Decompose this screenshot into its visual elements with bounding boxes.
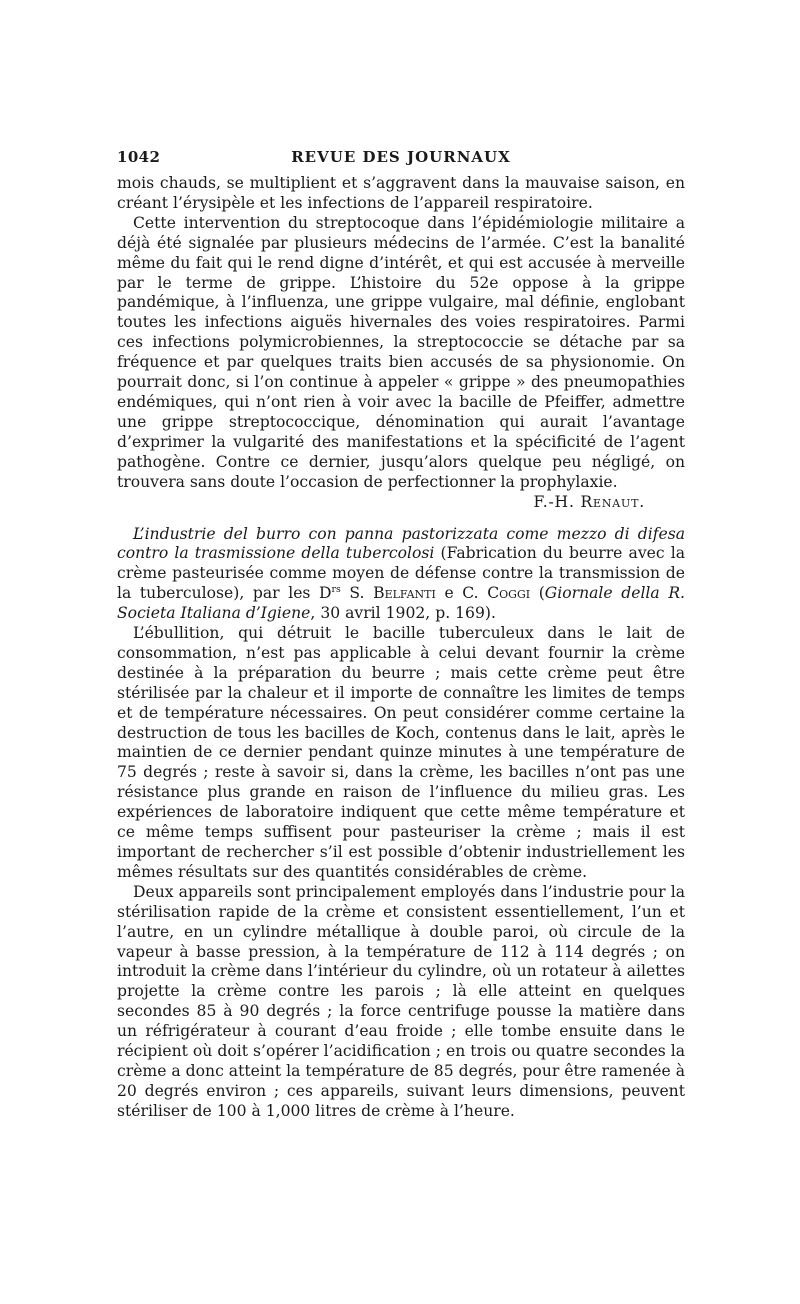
- paragraph-appareils: Deux appareils sont principalement employés dans l’industrie pour la stérilisation rapide de la crème et consistent essentiellement, l’un et l’autre, en un cylindre métallique à double paroi, où circule de la vapeur à basse pression, à la température de 112 à 114 degrés ; on introduit la crème dans l’intérieur du cylindre, où un rotateur à ailettes projette la crème contre les parois ; là elle atteint en quelques secondes 85 à 90 degrés ; la force centrifuge pousse la matière dans un réfrigérateur à courant d’eau froide ; elle tombe ensuite dans le récipient où doit s’opérer l’acidification ; en trois ou quatre secondes la crème a donc atteint la température de 85 degrés, pour être ramenée à 20 degrés environ ; ces appareils, suivant leurs dimensions, peuvent stériliser de 100 à 1,000 litres de crème à l’heure.: [117, 882, 685, 1120]
- signature-surname: Renaut.: [580, 492, 645, 511]
- author-signature: [518, 493, 645, 513]
- author-coggi: Coggi: [487, 584, 531, 603]
- paragraph-grippe-text: Cette intervention du streptocoque dans l’épidémiologie militaire a déjà été signalée par plusieurs médecins de l’armée. C’est la banalité même du fait qui le rend digne d’intérêt, et qui est accusée à merveille par le terme de grippe. L’histoire du 52e oppose à la grippe pandémique, à l’influenza, une grippe vulgaire, mal définie, englobant toutes les infections aiguës hivernales des voies respiratoires. Parmi ces infections polymicrobiennes, la streptococcie se détache par sa fréquence et par quelques traits bien accusés de sa physionomie. On pourrait donc, si l’on continue à appeler « grippe » des pneumopathies endémiques, qui n’ont rien à voir avec la bacille de Pfeiffer, admettre une grippe streptococcique, dénomination qui aurait l’avantage d’exprimer la vulgarité des manifestations et la spécificité de l’agent pathogène. Contre ce dernier, jusqu’alors quelque peu négligé, on trouvera sans doute l’occasion de perfectionner la prophylaxie.: [117, 213, 685, 491]
- paragraph-grippe: [117, 213, 685, 511]
- article-streptococcie: [117, 174, 685, 511]
- author-belfanti: Belfanti: [373, 584, 436, 603]
- author-conjunction: e C.: [435, 584, 488, 603]
- page-number: 1042: [117, 148, 161, 166]
- journal-open: (: [530, 584, 545, 603]
- running-head: REVUE DES JOURNAUX: [291, 148, 511, 166]
- journal-name: Giornale della R. Societa Italiana d’Igiene: [117, 584, 686, 623]
- article-burro: [117, 525, 685, 1122]
- doctors-abbreviation: rs: [331, 584, 341, 596]
- paragraph-continuation: mois chauds, se multiplient et s’aggravent dans la mauvaise saison, en créant l’érysipèle et les infections de l’appareil respiratoire.: [117, 174, 685, 212]
- article-title-block: [117, 525, 685, 625]
- journal-page: [117, 148, 685, 1122]
- article-title-french: (Fabrication du beurre avec la crème pasteurisée comme moyen de défense contre la transmission de la tuberculose), par les D: [117, 544, 685, 603]
- article-title-italian: L’industrie del burro con panna pastorizzata come mezzo di difesa contro la trasmissione della tubercolosi: [117, 524, 685, 563]
- paragraph-ebullition: L’ébullition, qui détruit le bacille tuberculeux dans le lait de consommation, n’est pas applicable à celui devant fournir la crème destinée à la préparation du beurre ; mais cette crème peut être stérilisée par la chaleur et il importe de connaître les limites de temps et de température nécessaires. On peut considérer comme certaine la destruction de tous les bacilles de Koch, contenus dans le lait, après le maintien de ce dernier pendant quinze minutes à une température de 75 degrés ; reste à savoir si, dans la crème, les bacilles n’ont pas une résistance plus grande en raison de l’influence du milieu gras. Les expériences de laboratoire indiquent que cette même température et ce même temps suffisent pour pasteuriser la crème ; mais il est important de rechercher s’il est possible d’obtenir industriellement les mêmes résultats sur des quantités considérables de crème.: [117, 624, 685, 881]
- author1-initial: S.: [340, 584, 374, 603]
- journal-reference: , 30 avril 1902, p. 169).: [310, 604, 496, 623]
- signature-initials: F.-H.: [533, 492, 581, 511]
- page-header: [117, 148, 685, 174]
